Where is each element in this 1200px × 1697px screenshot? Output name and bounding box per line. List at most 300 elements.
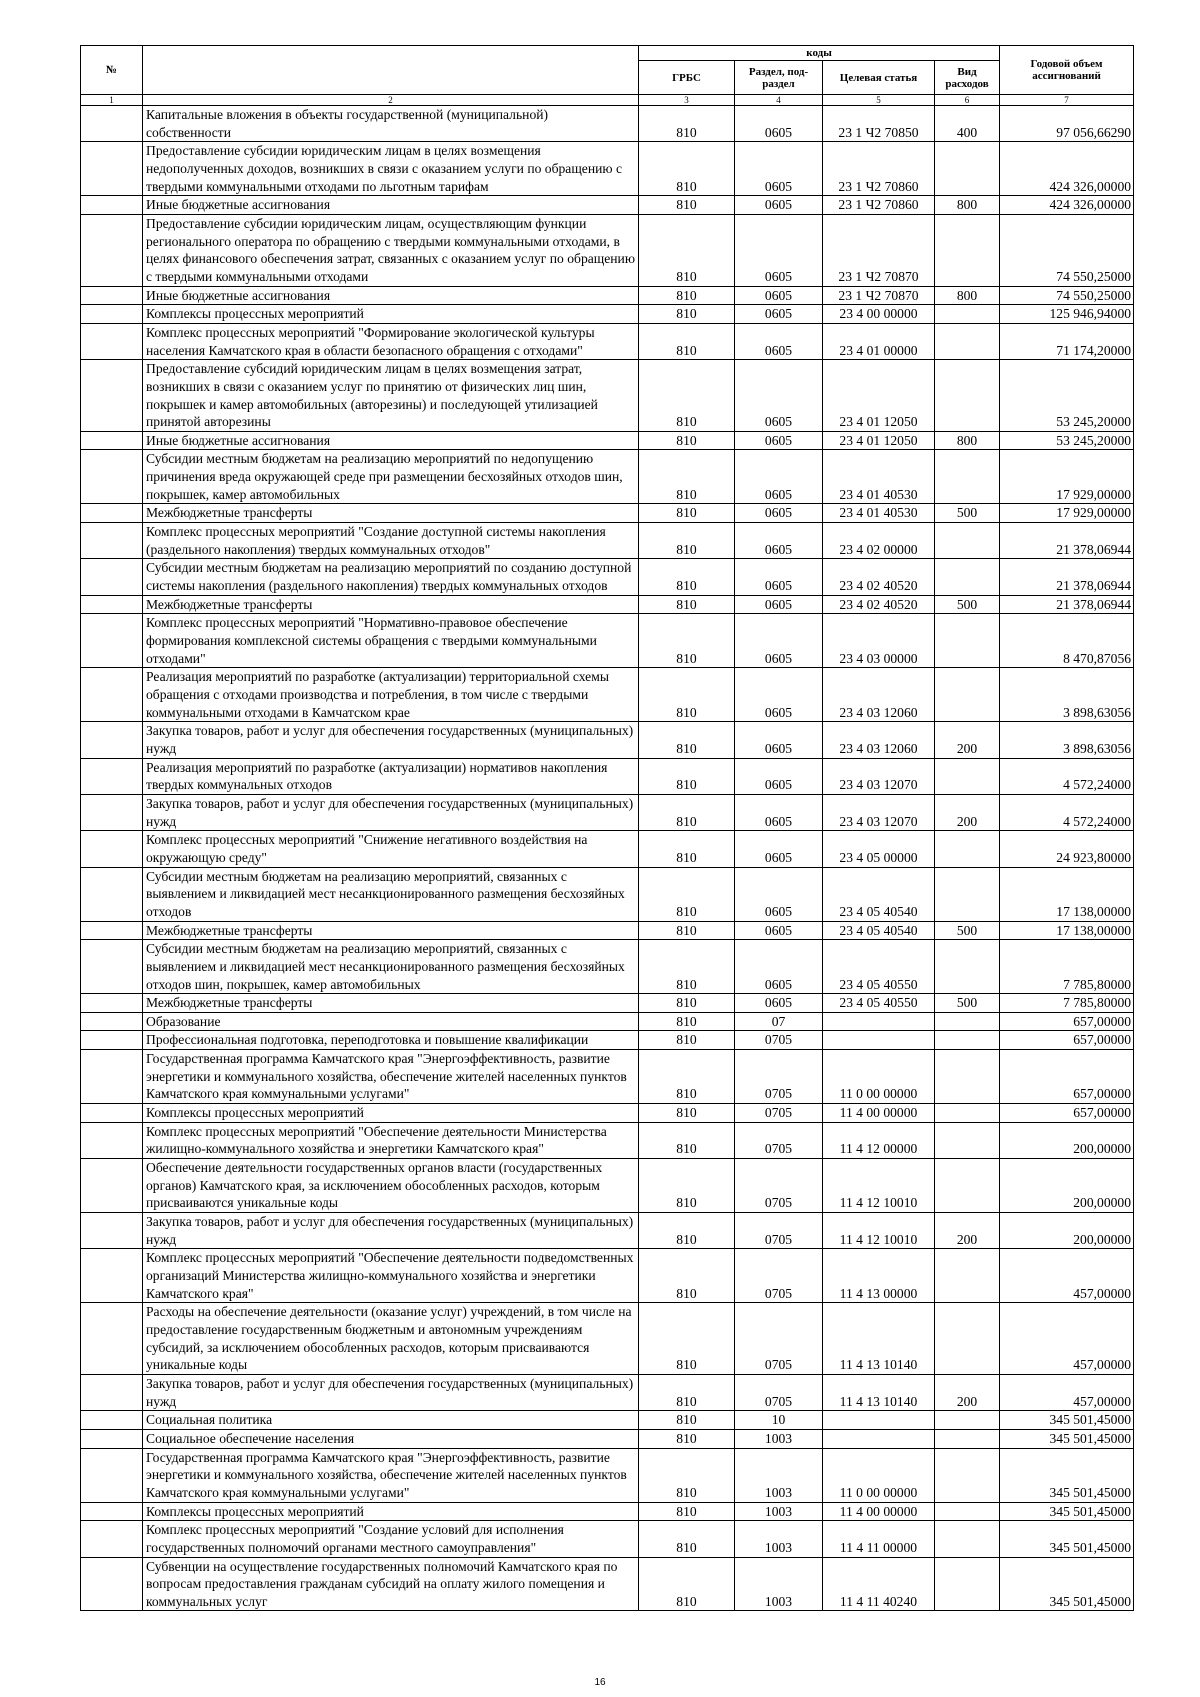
row-name-cell: Предоставление субсидий юридическим лицам в целях возмещения затрат, возникших в связи с оказанием услуг по принятию от физических лиц шин, покрышек и камер автомобильных (авторезины) и последующей утилизацией принятой авторезины <box>143 360 639 432</box>
row-razdel-cell: 1003 <box>735 1557 823 1611</box>
row-cst-cell: 11 4 11 00000 <box>823 1521 935 1557</box>
row-name-cell: Межбюджетные трансферты <box>143 994 639 1013</box>
row-razdel-cell: 0705 <box>735 1374 823 1410</box>
row-number-cell <box>81 1012 143 1031</box>
row-sum-cell: 200,00000 <box>1000 1159 1134 1213</box>
header-grbs: ГРБС <box>639 61 735 95</box>
row-grbs-cell: 810 <box>639 1249 735 1303</box>
row-grbs-cell: 810 <box>639 1159 735 1213</box>
row-vid-cell: 200 <box>935 794 1000 830</box>
row-razdel-cell: 1003 <box>735 1429 823 1448</box>
row-name-cell: Комплексы процессных мероприятий <box>143 305 639 324</box>
row-name-cell: Межбюджетные трансферты <box>143 595 639 614</box>
row-cst-cell: 23 4 02 00000 <box>823 523 935 559</box>
column-number: 6 <box>935 95 1000 106</box>
row-name-cell: Комплекс процессных мероприятий "Нормативно-правовое обеспечение формирования комплексной системы обращения с твердыми коммунальными отходами" <box>143 614 639 668</box>
row-razdel-cell: 10 <box>735 1411 823 1430</box>
row-cst-cell: 23 1 Ч2 70860 <box>823 142 935 196</box>
table-row <box>81 940 1134 994</box>
row-razdel-cell: 0605 <box>735 450 823 504</box>
table-row <box>81 1502 1134 1521</box>
row-razdel-cell: 1003 <box>735 1502 823 1521</box>
row-razdel-cell: 0605 <box>735 214 823 286</box>
row-cst-cell: 23 4 03 12060 <box>823 722 935 758</box>
table-row <box>81 1303 1134 1375</box>
row-sum-cell: 74 550,25000 <box>1000 286 1134 305</box>
row-grbs-cell: 810 <box>639 559 735 595</box>
row-number-cell <box>81 323 143 359</box>
row-grbs-cell: 810 <box>639 1012 735 1031</box>
row-vid-cell: 200 <box>935 722 1000 758</box>
row-number-cell <box>81 831 143 867</box>
row-vid-cell <box>935 1557 1000 1611</box>
row-grbs-cell: 810 <box>639 614 735 668</box>
row-grbs-cell: 810 <box>639 1448 735 1502</box>
row-name-cell: Образование <box>143 1012 639 1031</box>
row-number-cell <box>81 1411 143 1430</box>
table-row <box>81 1104 1134 1123</box>
row-cst-cell: 11 0 00 00000 <box>823 1050 935 1104</box>
row-grbs-cell: 810 <box>639 523 735 559</box>
row-name-cell: Закупка товаров, работ и услуг для обеспечения государственных (муниципальных) нужд <box>143 1374 639 1410</box>
row-cst-cell: 23 4 03 12060 <box>823 668 935 722</box>
row-name-cell: Закупка товаров, работ и услуг для обеспечения государственных (муниципальных) нужд <box>143 794 639 830</box>
row-grbs-cell: 810 <box>639 867 735 921</box>
row-sum-cell: 21 378,06944 <box>1000 559 1134 595</box>
column-number: 2 <box>143 95 639 106</box>
header-sum: Годовой объем ассигнований <box>1000 46 1134 95</box>
row-vid-cell <box>935 1050 1000 1104</box>
row-sum-cell: 657,00000 <box>1000 1104 1134 1123</box>
row-name-cell: Комплекс процессных мероприятий "Снижение негативного воздействия на окружающую среду" <box>143 831 639 867</box>
row-number-cell <box>81 450 143 504</box>
row-grbs-cell: 810 <box>639 1557 735 1611</box>
row-number-cell <box>81 1050 143 1104</box>
row-vid-cell <box>935 1448 1000 1502</box>
row-sum-cell: 53 245,20000 <box>1000 360 1134 432</box>
row-cst-cell: 11 4 12 10010 <box>823 1213 935 1249</box>
row-sum-cell: 7 785,80000 <box>1000 940 1134 994</box>
table-row <box>81 305 1134 324</box>
row-vid-cell <box>935 360 1000 432</box>
row-vid-cell <box>935 1122 1000 1158</box>
row-razdel-cell: 1003 <box>735 1448 823 1502</box>
row-grbs-cell: 810 <box>639 214 735 286</box>
row-razdel-cell: 0605 <box>735 504 823 523</box>
table-body <box>81 106 1134 1611</box>
row-vid-cell <box>935 1249 1000 1303</box>
row-grbs-cell: 810 <box>639 1521 735 1557</box>
table-row <box>81 196 1134 215</box>
row-cst-cell: 23 4 02 40520 <box>823 595 935 614</box>
row-vid-cell: 500 <box>935 921 1000 940</box>
row-razdel-cell: 0605 <box>735 867 823 921</box>
row-name-cell: Межбюджетные трансферты <box>143 504 639 523</box>
row-vid-cell <box>935 1012 1000 1031</box>
row-sum-cell: 657,00000 <box>1000 1031 1134 1050</box>
row-grbs-cell: 810 <box>639 142 735 196</box>
row-number-cell <box>81 1374 143 1410</box>
row-grbs-cell: 810 <box>639 921 735 940</box>
row-grbs-cell: 810 <box>639 305 735 324</box>
row-vid-cell: 200 <box>935 1374 1000 1410</box>
table-row <box>81 1448 1134 1502</box>
row-sum-cell: 24 923,80000 <box>1000 831 1134 867</box>
row-cst-cell: 23 1 Ч2 70860 <box>823 196 935 215</box>
table-row <box>81 614 1134 668</box>
row-grbs-cell: 810 <box>639 1374 735 1410</box>
row-name-cell: Реализация мероприятий по разработке (актуализации) территориальной схемы обращения с отходами производства и потребления, в том числе с твердыми коммунальными отходами в Камчатском крае <box>143 668 639 722</box>
row-cst-cell <box>823 1429 935 1448</box>
row-number-cell <box>81 286 143 305</box>
row-number-cell <box>81 1031 143 1050</box>
row-number-cell <box>81 305 143 324</box>
table-row <box>81 504 1134 523</box>
row-number-cell <box>81 1213 143 1249</box>
row-vid-cell <box>935 1521 1000 1557</box>
row-grbs-cell: 810 <box>639 668 735 722</box>
row-name-cell: Предоставление субсидии юридическим лицам в целях возмещения недополученных доходов, возникших в связи с оказанием услуги по обращению с твердыми коммунальными отходами по льготным тарифам <box>143 142 639 196</box>
row-name-cell: Закупка товаров, работ и услуг для обеспечения государственных (муниципальных) нужд <box>143 1213 639 1249</box>
table-row <box>81 523 1134 559</box>
row-vid-cell <box>935 559 1000 595</box>
row-name-cell: Комплекс процессных мероприятий "Создание условий для исполнения государственных полномочий органами местного самоуправления" <box>143 1521 639 1557</box>
table-row <box>81 722 1134 758</box>
column-number: 4 <box>735 95 823 106</box>
row-razdel-cell: 0605 <box>735 286 823 305</box>
row-sum-cell: 21 378,06944 <box>1000 523 1134 559</box>
row-number-cell <box>81 1303 143 1375</box>
row-sum-cell: 345 501,45000 <box>1000 1429 1134 1448</box>
table-row <box>81 595 1134 614</box>
table-row <box>81 286 1134 305</box>
row-grbs-cell: 810 <box>639 106 735 142</box>
row-sum-cell: 657,00000 <box>1000 1050 1134 1104</box>
row-razdel-cell: 0705 <box>735 1213 823 1249</box>
row-razdel-cell: 0605 <box>735 559 823 595</box>
table-row <box>81 559 1134 595</box>
row-cst-cell: 23 4 00 00000 <box>823 305 935 324</box>
row-vid-cell <box>935 831 1000 867</box>
row-cst-cell: 23 4 03 00000 <box>823 614 935 668</box>
row-sum-cell: 17 138,00000 <box>1000 921 1134 940</box>
row-sum-cell: 74 550,25000 <box>1000 214 1134 286</box>
table-row <box>81 1411 1134 1430</box>
row-cst-cell <box>823 1411 935 1430</box>
table-row <box>81 450 1134 504</box>
row-number-cell <box>81 1249 143 1303</box>
row-cst-cell: 23 4 03 12070 <box>823 758 935 794</box>
row-cst-cell: 11 0 00 00000 <box>823 1448 935 1502</box>
row-grbs-cell: 810 <box>639 722 735 758</box>
row-razdel-cell: 0705 <box>735 1249 823 1303</box>
row-grbs-cell: 810 <box>639 1104 735 1123</box>
row-cst-cell: 23 4 05 40550 <box>823 940 935 994</box>
row-cst-cell: 23 4 01 00000 <box>823 323 935 359</box>
table-row <box>81 1249 1134 1303</box>
page-number: 16 <box>594 1677 606 1688</box>
row-name-cell: Расходы на обеспечение деятельности (оказание услуг) учреждений, в том числе на предоставление государственным бюджетным и автономным учреждениям субсидий, за исключением обособленных расходов, которым присваиваются уникальные коды <box>143 1303 639 1375</box>
row-razdel-cell: 0605 <box>735 142 823 196</box>
row-name-cell: Комплекс процессных мероприятий "Обеспечение деятельности подведомственных организаций Министерства жилищно-коммунального хозяйства и энергетики Камчатского края" <box>143 1249 639 1303</box>
row-vid-cell <box>935 1502 1000 1521</box>
row-name-cell: Субсидии местным бюджетам на реализацию мероприятий, связанных с выявлением и ликвидацией мест несанкционированного размещения бесхозяйных отходов <box>143 867 639 921</box>
row-sum-cell: 657,00000 <box>1000 1012 1134 1031</box>
row-name-cell: Субсидии местным бюджетам на реализацию мероприятий, связанных с выявлением и ликвидацией мест несанкционированного размещения бесхозяйных отходов шин, покрышек, камер автомобильных <box>143 940 639 994</box>
row-vid-cell <box>935 214 1000 286</box>
row-name-cell: Иные бюджетные ассигнования <box>143 196 639 215</box>
table-row <box>81 867 1134 921</box>
row-razdel-cell: 0705 <box>735 1104 823 1123</box>
row-number-cell <box>81 1429 143 1448</box>
row-number-cell <box>81 559 143 595</box>
table-row <box>81 323 1134 359</box>
row-razdel-cell: 0705 <box>735 1303 823 1375</box>
row-vid-cell <box>935 305 1000 324</box>
row-cst-cell: 23 4 01 40530 <box>823 450 935 504</box>
row-cst-cell: 23 1 Ч2 70850 <box>823 106 935 142</box>
row-sum-cell: 345 501,45000 <box>1000 1411 1134 1430</box>
row-razdel-cell: 0605 <box>735 831 823 867</box>
row-name-cell: Комплексы процессных мероприятий <box>143 1502 639 1521</box>
header-cst: Целевая статья <box>823 61 935 95</box>
row-name-cell: Капитальные вложения в объекты государственной (муниципальной) собственности <box>143 106 639 142</box>
row-sum-cell: 7 785,80000 <box>1000 994 1134 1013</box>
row-razdel-cell: 1003 <box>735 1521 823 1557</box>
header-name <box>143 46 639 95</box>
row-cst-cell: 23 4 02 40520 <box>823 559 935 595</box>
row-name-cell: Социальная политика <box>143 1411 639 1430</box>
row-sum-cell: 345 501,45000 <box>1000 1521 1134 1557</box>
row-grbs-cell: 810 <box>639 1031 735 1050</box>
row-sum-cell: 4 572,24000 <box>1000 758 1134 794</box>
row-number-cell <box>81 1448 143 1502</box>
row-sum-cell: 345 501,45000 <box>1000 1557 1134 1611</box>
header-num: № <box>81 46 143 95</box>
row-number-cell <box>81 1159 143 1213</box>
row-cst-cell: 11 4 12 00000 <box>823 1122 935 1158</box>
row-name-cell: Обеспечение деятельности государственных органов власти (государственных органов) Камчатского края, за исключением обособленных расходов, которым присваиваются уникальные коды <box>143 1159 639 1213</box>
row-number-cell <box>81 994 143 1013</box>
row-vid-cell: 500 <box>935 994 1000 1013</box>
row-razdel-cell: 0605 <box>735 994 823 1013</box>
row-number-cell <box>81 1104 143 1123</box>
row-sum-cell: 97 056,66290 <box>1000 106 1134 142</box>
row-vid-cell: 500 <box>935 595 1000 614</box>
row-sum-cell: 457,00000 <box>1000 1303 1134 1375</box>
table-row <box>81 921 1134 940</box>
table-row <box>81 1374 1134 1410</box>
row-sum-cell: 17 138,00000 <box>1000 867 1134 921</box>
row-grbs-cell: 810 <box>639 1213 735 1249</box>
row-number-cell <box>81 758 143 794</box>
row-sum-cell: 8 470,87056 <box>1000 614 1134 668</box>
row-grbs-cell: 810 <box>639 994 735 1013</box>
row-number-cell <box>81 504 143 523</box>
row-vid-cell: 800 <box>935 196 1000 215</box>
table-row <box>81 1122 1134 1158</box>
row-vid-cell: 400 <box>935 106 1000 142</box>
row-razdel-cell: 0605 <box>735 305 823 324</box>
row-vid-cell: 200 <box>935 1213 1000 1249</box>
header-codes: коды <box>639 46 1000 61</box>
row-cst-cell <box>823 1031 935 1050</box>
row-grbs-cell: 810 <box>639 1303 735 1375</box>
row-number-cell <box>81 1557 143 1611</box>
row-vid-cell <box>935 142 1000 196</box>
row-vid-cell <box>935 1429 1000 1448</box>
row-sum-cell: 200,00000 <box>1000 1122 1134 1158</box>
table-row <box>81 106 1134 142</box>
row-grbs-cell: 810 <box>639 431 735 450</box>
row-vid-cell <box>935 614 1000 668</box>
row-grbs-cell: 810 <box>639 758 735 794</box>
row-razdel-cell: 0605 <box>735 360 823 432</box>
row-vid-cell <box>935 323 1000 359</box>
row-cst-cell: 11 4 00 00000 <box>823 1104 935 1123</box>
table-row <box>81 794 1134 830</box>
row-cst-cell: 23 4 01 12050 <box>823 360 935 432</box>
row-razdel-cell: 0605 <box>735 794 823 830</box>
row-razdel-cell: 0705 <box>735 1122 823 1158</box>
table-row <box>81 1012 1134 1031</box>
row-sum-cell: 21 378,06944 <box>1000 595 1134 614</box>
row-grbs-cell: 810 <box>639 1429 735 1448</box>
row-cst-cell: 11 4 13 00000 <box>823 1249 935 1303</box>
table-row <box>81 1031 1134 1050</box>
row-grbs-cell: 810 <box>639 286 735 305</box>
row-sum-cell: 17 929,00000 <box>1000 450 1134 504</box>
row-vid-cell <box>935 940 1000 994</box>
row-vid-cell: 800 <box>935 286 1000 305</box>
table-row <box>81 1429 1134 1448</box>
row-grbs-cell: 810 <box>639 1502 735 1521</box>
table-row <box>81 758 1134 794</box>
table-row <box>81 1213 1134 1249</box>
table-row <box>81 360 1134 432</box>
row-name-cell: Субсидии местным бюджетам на реализацию мероприятий по созданию доступной системы накопления (раздельного накопления) твердых коммунальных отходов <box>143 559 639 595</box>
table-row <box>81 831 1134 867</box>
row-cst-cell: 23 4 01 40530 <box>823 504 935 523</box>
row-grbs-cell: 810 <box>639 595 735 614</box>
row-name-cell: Государственная программа Камчатского края "Энергоэффективность, развитие энергетики и коммунального хозяйства, обеспечение жителей населенных пунктов Камчатского края коммунальными услугами" <box>143 1448 639 1502</box>
row-razdel-cell: 0605 <box>735 940 823 994</box>
row-vid-cell <box>935 1104 1000 1123</box>
row-grbs-cell: 810 <box>639 450 735 504</box>
row-vid-cell <box>935 1159 1000 1213</box>
budget-table <box>80 45 1134 1611</box>
row-number-cell <box>81 106 143 142</box>
header-razdel: Раздел, под-раздел <box>735 61 823 95</box>
table-row <box>81 1521 1134 1557</box>
row-razdel-cell: 0605 <box>735 323 823 359</box>
row-razdel-cell: 0605 <box>735 106 823 142</box>
row-razdel-cell: 07 <box>735 1012 823 1031</box>
table-row <box>81 214 1134 286</box>
row-grbs-cell: 810 <box>639 323 735 359</box>
row-name-cell: Комплекс процессных мероприятий "Создание доступной системы накопления (раздельного накопления) твердых коммунальных отходов" <box>143 523 639 559</box>
row-razdel-cell: 0605 <box>735 431 823 450</box>
row-cst-cell: 23 4 03 12070 <box>823 794 935 830</box>
column-number: 3 <box>639 95 735 106</box>
row-name-cell: Закупка товаров, работ и услуг для обеспечения государственных (муниципальных) нужд <box>143 722 639 758</box>
row-number-cell <box>81 614 143 668</box>
row-cst-cell: 11 4 13 10140 <box>823 1303 935 1375</box>
row-vid-cell <box>935 867 1000 921</box>
row-sum-cell: 424 326,00000 <box>1000 142 1134 196</box>
row-sum-cell: 3 898,63056 <box>1000 722 1134 758</box>
row-number-cell <box>81 1502 143 1521</box>
table-header <box>81 46 1134 106</box>
column-number: 1 <box>81 95 143 106</box>
row-razdel-cell: 0605 <box>735 722 823 758</box>
row-sum-cell: 4 572,24000 <box>1000 794 1134 830</box>
row-number-cell <box>81 1122 143 1158</box>
row-name-cell: Реализация мероприятий по разработке (актуализации) нормативов накопления твердых коммунальных отходов <box>143 758 639 794</box>
row-number-cell <box>81 940 143 994</box>
row-number-cell <box>81 921 143 940</box>
row-cst-cell: 23 4 05 40540 <box>823 867 935 921</box>
row-vid-cell: 800 <box>935 431 1000 450</box>
row-grbs-cell: 810 <box>639 1122 735 1158</box>
row-razdel-cell: 0605 <box>735 595 823 614</box>
row-cst-cell: 23 4 01 12050 <box>823 431 935 450</box>
row-vid-cell <box>935 1031 1000 1050</box>
row-razdel-cell: 0705 <box>735 1159 823 1213</box>
row-sum-cell: 125 946,94000 <box>1000 305 1134 324</box>
header-vid: Вид расходов <box>935 61 1000 95</box>
row-razdel-cell: 0605 <box>735 668 823 722</box>
row-razdel-cell: 0605 <box>735 196 823 215</box>
table-row <box>81 142 1134 196</box>
row-razdel-cell: 0605 <box>735 523 823 559</box>
row-sum-cell: 424 326,00000 <box>1000 196 1134 215</box>
row-sum-cell: 200,00000 <box>1000 1213 1134 1249</box>
row-grbs-cell: 810 <box>639 360 735 432</box>
row-cst-cell <box>823 1012 935 1031</box>
row-sum-cell: 345 501,45000 <box>1000 1502 1134 1521</box>
row-sum-cell: 457,00000 <box>1000 1374 1134 1410</box>
table-row <box>81 1557 1134 1611</box>
row-sum-cell: 71 174,20000 <box>1000 323 1134 359</box>
row-name-cell: Межбюджетные трансферты <box>143 921 639 940</box>
row-vid-cell <box>935 450 1000 504</box>
row-number-cell <box>81 867 143 921</box>
row-cst-cell: 23 4 05 00000 <box>823 831 935 867</box>
row-cst-cell: 11 4 00 00000 <box>823 1502 935 1521</box>
row-number-cell <box>81 360 143 432</box>
row-name-cell: Иные бюджетные ассигнования <box>143 431 639 450</box>
row-name-cell: Комплекс процессных мероприятий "Обеспечение деятельности Министерства жилищно-коммунального хозяйства и энергетики Камчатского края" <box>143 1122 639 1158</box>
row-grbs-cell: 810 <box>639 794 735 830</box>
row-grbs-cell: 810 <box>639 831 735 867</box>
row-number-cell <box>81 722 143 758</box>
row-razdel-cell: 0605 <box>735 614 823 668</box>
row-number-cell <box>81 668 143 722</box>
row-grbs-cell: 810 <box>639 940 735 994</box>
budget-table-sheet <box>80 45 1133 1611</box>
column-number: 7 <box>1000 95 1134 106</box>
row-number-cell <box>81 1521 143 1557</box>
table-row <box>81 1159 1134 1213</box>
row-number-cell <box>81 523 143 559</box>
row-cst-cell: 11 4 11 40240 <box>823 1557 935 1611</box>
row-cst-cell: 23 4 05 40540 <box>823 921 935 940</box>
row-sum-cell: 345 501,45000 <box>1000 1448 1134 1502</box>
row-vid-cell: 500 <box>935 504 1000 523</box>
row-sum-cell: 3 898,63056 <box>1000 668 1134 722</box>
row-cst-cell: 23 1 Ч2 70870 <box>823 214 935 286</box>
